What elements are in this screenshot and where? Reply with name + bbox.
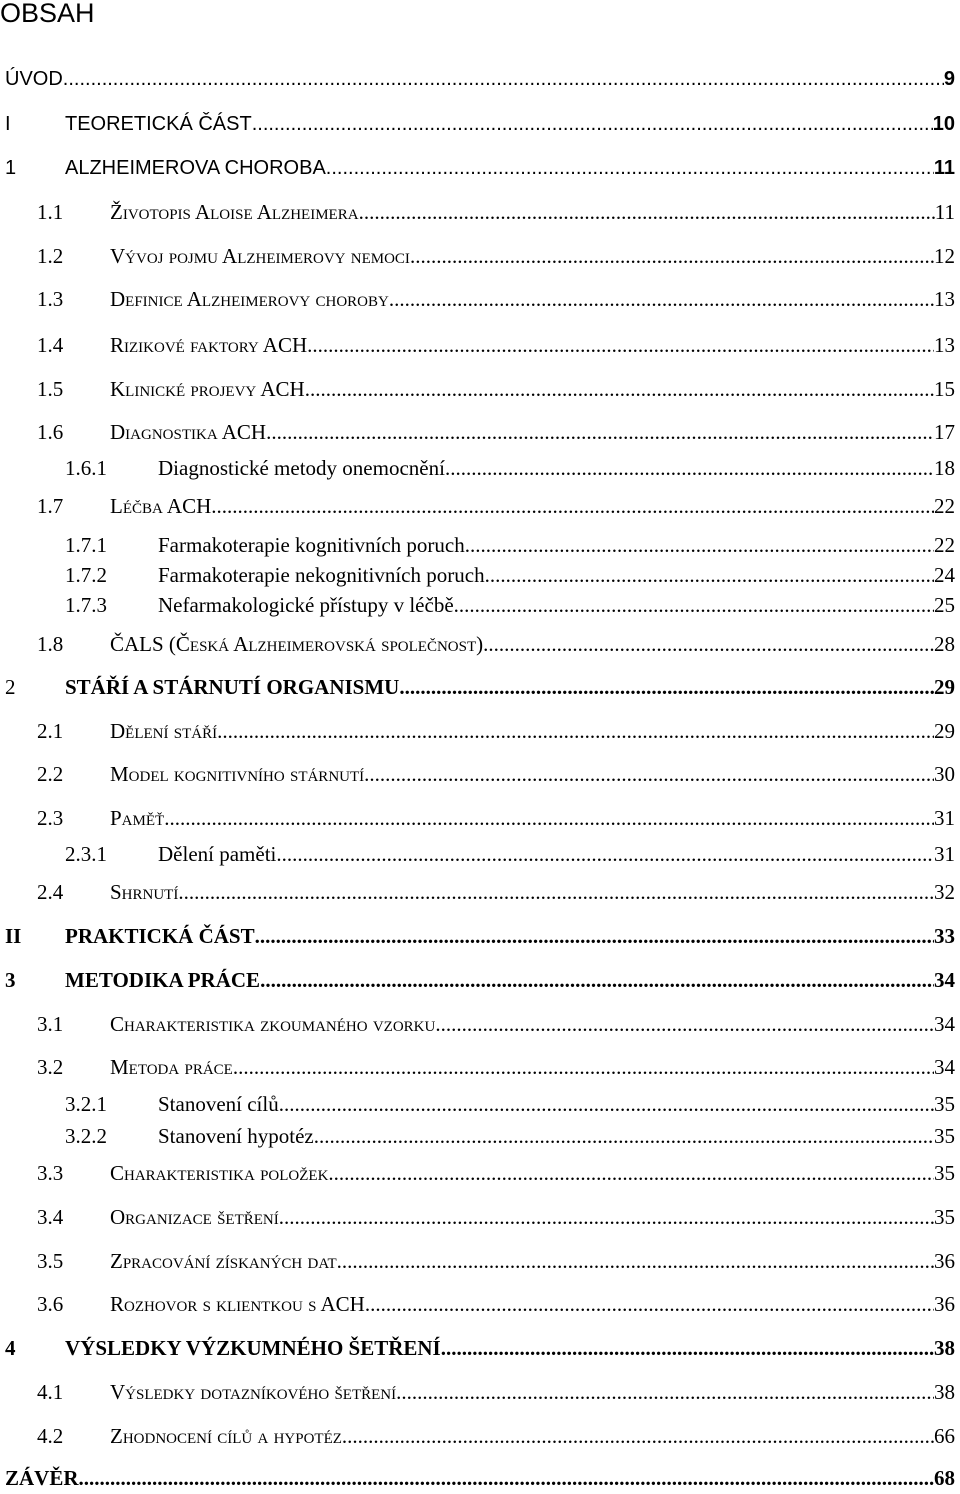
toc-leader-dots — [396, 1380, 934, 1405]
page-title: OBSAH — [0, 0, 95, 28]
toc-entry-page: 31 — [934, 842, 955, 866]
toc-leader-dots — [364, 762, 934, 787]
toc-entry-page: 35 — [934, 1124, 955, 1148]
toc-entry-3-5[interactable] — [37, 1249, 955, 1275]
toc-entry-page: 31 — [934, 806, 955, 830]
toc-entry-page: 68 — [934, 1466, 955, 1490]
toc-entry-chapter-1[interactable] — [5, 157, 955, 183]
toc-leader-dots — [233, 1055, 934, 1080]
toc-entry-chapter-3[interactable] — [5, 968, 955, 994]
toc-leader-dots — [307, 333, 934, 358]
toc-leader-dots — [305, 377, 934, 402]
toc-leader-dots — [279, 1205, 934, 1230]
toc-leader-dots — [454, 593, 934, 618]
toc-entry-title: Rizikové faktory ACH — [110, 333, 308, 357]
toc-entry-number: 1.3 — [37, 287, 64, 311]
toc-leader-dots — [435, 1012, 934, 1037]
toc-entry-number: 3.5 — [37, 1249, 64, 1273]
toc-leader-dots — [260, 968, 934, 993]
toc-entry-page: 34 — [934, 968, 955, 992]
toc-entry-title: Zpracování získaných dat — [110, 1249, 337, 1273]
toc-entry-title: Stanovení hypotéz — [158, 1124, 314, 1148]
toc-leader-dots — [279, 1092, 934, 1117]
toc-entry-number: 1.7.2 — [65, 563, 107, 587]
toc-entry-title: Metoda práce — [110, 1055, 233, 1079]
toc-entry-page: 29 — [934, 719, 955, 743]
toc-entry-title: Organizace šetření — [110, 1205, 279, 1229]
toc-entry-2-3-1[interactable] — [65, 842, 955, 868]
toc-leader-dots — [217, 719, 934, 744]
toc-entry-number: 1.1 — [37, 200, 64, 224]
toc-leader-dots — [252, 113, 933, 136]
toc-entry-title: METODIKA PRÁCE — [65, 968, 261, 992]
toc-entry-title: VÝSLEDKY VÝZKUMNÉHO ŠETŘENÍ — [65, 1336, 441, 1360]
toc-entry-number: 1.6.1 — [65, 456, 107, 480]
toc-entry-title: Definice Alzheimerovy choroby — [110, 287, 389, 311]
toc-leader-dots — [79, 1466, 934, 1491]
toc-entry-page: 33 — [934, 924, 955, 948]
toc-entry-title: ÚVOD — [5, 68, 63, 90]
toc-entry-4-2[interactable] — [37, 1424, 955, 1450]
toc-entry-page: 22 — [934, 533, 955, 557]
toc-entry-number: 2 — [5, 675, 16, 699]
toc-entry-3-3[interactable] — [37, 1161, 955, 1187]
toc-entry-2-1[interactable] — [37, 719, 955, 745]
toc-entry-3-2-2[interactable] — [65, 1124, 955, 1150]
toc-leader-dots — [389, 287, 934, 312]
toc-entry-1-8[interactable] — [37, 632, 955, 658]
toc-entry-1-6-1[interactable] — [65, 456, 955, 482]
toc-entry-page: 17 — [934, 420, 955, 444]
toc-entry-2-2[interactable] — [37, 762, 955, 788]
toc-entry-number: 3.2 — [37, 1055, 64, 1079]
toc-entry-number: 2.1 — [37, 719, 64, 743]
toc-entry-page: 36 — [934, 1249, 955, 1273]
toc-entry-number: 4.2 — [37, 1424, 64, 1448]
toc-entry-zaver[interactable] — [5, 1466, 955, 1492]
toc-entry-page: 30 — [934, 762, 955, 786]
toc-entry-number: 3.3 — [37, 1161, 64, 1185]
toc-entry-page: 29 — [934, 675, 955, 699]
toc-entry-chapter-2[interactable] — [5, 675, 955, 701]
toc-entry-number: I — [5, 113, 11, 135]
toc-entry-title: Farmakoterapie nekognitivních poruch — [158, 563, 485, 587]
toc-entry-title: Stanovení cílů — [158, 1092, 279, 1116]
toc-entry-1-4[interactable] — [37, 333, 955, 359]
toc-entry-page: 9 — [943, 68, 955, 90]
toc-entry-chapter-4[interactable] — [5, 1336, 955, 1362]
toc-entry-title: Shrnutí — [110, 880, 179, 904]
toc-entry-number: 2.4 — [37, 880, 64, 904]
toc-leader-dots — [178, 880, 934, 905]
toc-entry-page: 66 — [934, 1424, 955, 1448]
toc-entry-number: 1 — [5, 157, 17, 179]
toc-entry-title: Léčba ACH — [110, 494, 212, 518]
toc-entry-2-4[interactable] — [37, 880, 955, 906]
toc-entry-page: 12 — [934, 244, 955, 268]
toc-leader-dots — [164, 806, 934, 831]
toc-entry-page: 34 — [934, 1012, 955, 1036]
toc-entry-number: 3 — [5, 968, 16, 992]
toc-entry-page: 22 — [934, 494, 955, 518]
toc-entry-page: 34 — [934, 1055, 955, 1079]
toc-entry-page: 18 — [934, 456, 955, 480]
toc-entry-title: STÁŘÍ A STÁRNUTÍ ORGANISMU — [65, 675, 400, 699]
toc-entry-number: 1.8 — [37, 632, 64, 656]
toc-leader-dots — [359, 200, 935, 225]
toc-entry-number: 1.6 — [37, 420, 64, 444]
toc-entry-title: Vývoj pojmu Alzheimerovy nemoci — [110, 244, 410, 268]
toc-leader-dots — [337, 1249, 934, 1274]
toc-entry-page: 36 — [934, 1292, 955, 1316]
toc-entry-page: 11 — [934, 200, 955, 224]
toc-leader-dots — [255, 924, 934, 949]
toc-entry-number: 4.1 — [37, 1380, 64, 1404]
toc-entry-page: 35 — [934, 1092, 955, 1116]
toc-entry-3-4[interactable] — [37, 1205, 955, 1231]
toc-entry-title: Model kognitivního stárnutí — [110, 762, 365, 786]
toc-entry-title: Rozhovor s klientkou s ACH — [110, 1292, 365, 1316]
toc-entry-1-7-1[interactable] — [65, 533, 955, 559]
toc-entry-page: 24 — [934, 563, 955, 587]
toc-leader-dots — [365, 1292, 934, 1317]
toc-entry-page: 35 — [934, 1161, 955, 1185]
toc-entry-1-7[interactable] — [37, 494, 955, 520]
toc-entry-title: PRAKTICKÁ ČÁST — [65, 924, 255, 948]
toc-entry-1-3[interactable] — [37, 287, 955, 313]
toc-leader-dots — [276, 842, 934, 867]
toc-entry-title: Výsledky dotazníkového šetření — [110, 1380, 397, 1404]
toc-entry-title: Paměť — [110, 806, 165, 830]
toc-entry-number: 2.3.1 — [65, 842, 107, 866]
toc-entry-title: Dělení paměti — [158, 842, 277, 866]
toc-entry-page: 25 — [934, 593, 955, 617]
toc-entry-number: 3.4 — [37, 1205, 64, 1229]
toc-entry-page: 35 — [934, 1205, 955, 1229]
toc-entry-title: Farmakoterapie kognitivních poruch — [158, 533, 465, 557]
toc-entry-1-2[interactable] — [37, 244, 955, 270]
toc-leader-dots — [445, 456, 934, 481]
toc-entry-number: 2.3 — [37, 806, 64, 830]
toc-leader-dots — [485, 563, 934, 588]
toc-entry-1-7-2[interactable] — [65, 563, 955, 589]
toc-entry-title: Zhodnocení cílů a hypotéz — [110, 1424, 342, 1448]
toc-entry-uvod[interactable] — [5, 68, 955, 94]
toc-entry-number: 2.2 — [37, 762, 64, 786]
toc-entry-title: Charakteristika položek — [110, 1161, 329, 1185]
toc-leader-dots — [342, 1424, 934, 1449]
toc-leader-dots — [441, 1336, 934, 1361]
toc-entry-page: 11 — [933, 157, 955, 179]
toc-entry-page: 38 — [934, 1336, 955, 1360]
toc-entry-title: Dělení stáří — [110, 719, 218, 743]
toc-entry-1-1[interactable] — [37, 200, 955, 226]
toc-entry-title: Klinické projevy ACH — [110, 377, 305, 401]
toc-entry-number: II — [5, 924, 22, 948]
toc-leader-dots — [483, 632, 934, 657]
toc-leader-dots — [328, 1161, 934, 1186]
toc-entry-part-1[interactable] — [5, 113, 955, 139]
toc-entry-number: 1.7 — [37, 494, 64, 518]
toc-leader-dots — [211, 494, 934, 519]
toc-entry-number: 1.5 — [37, 377, 64, 401]
toc-leader-dots — [266, 420, 934, 445]
toc-entry-part-2[interactable] — [5, 924, 955, 950]
toc-entry-number: 1.7.3 — [65, 593, 107, 617]
toc-entry-page: 13 — [934, 333, 955, 357]
toc-entry-title: Nefarmakologické přístupy v léčbě — [158, 593, 454, 617]
toc-entry-title: ČALS (Česká Alzheimerovská společnost) — [110, 632, 484, 656]
toc-entry-1-5[interactable] — [37, 377, 955, 403]
toc-entry-number: 3.6 — [37, 1292, 64, 1316]
toc-leader-dots — [63, 68, 944, 91]
toc-entry-title: Životopis Aloise Alzheimera — [110, 200, 359, 224]
toc-leader-dots — [410, 244, 934, 269]
toc-entry-1-6[interactable] — [37, 420, 955, 446]
toc-entry-4-1[interactable] — [37, 1380, 955, 1406]
toc-entry-page: 15 — [934, 377, 955, 401]
toc-entry-title: Diagnostické metody onemocnění — [158, 456, 445, 480]
toc-entry-title: ZÁVĚR — [5, 1466, 79, 1490]
toc-entry-3-2[interactable] — [37, 1055, 955, 1081]
toc-entry-page: 38 — [934, 1380, 955, 1404]
toc-entry-title: ALZHEIMEROVA CHOROBA — [65, 157, 326, 179]
toc-entry-page: 13 — [934, 287, 955, 311]
toc-leader-dots — [314, 1124, 934, 1149]
toc-entry-1-7-3[interactable] — [65, 593, 955, 619]
toc-entry-page: 32 — [934, 880, 955, 904]
toc-entry-3-1[interactable] — [37, 1012, 955, 1038]
toc-entry-number: 3.1 — [37, 1012, 64, 1036]
toc-entry-page: 28 — [934, 632, 955, 656]
toc-entry-3-2-1[interactable] — [65, 1092, 955, 1118]
toc-entry-title: Diagnostika ACH — [110, 420, 267, 444]
toc-entry-2-3[interactable] — [37, 806, 955, 832]
toc-entry-page: 10 — [932, 113, 955, 135]
toc-entry-title: TEORETICKÁ ČÁST — [65, 113, 252, 135]
toc-entry-title: Charakteristika zkoumaného vzorku — [110, 1012, 436, 1036]
toc-entry-number: 4 — [5, 1336, 16, 1360]
toc-entry-number: 1.4 — [37, 333, 64, 357]
toc-leader-dots — [465, 533, 934, 558]
toc-entry-3-6[interactable] — [37, 1292, 955, 1318]
toc-entry-number: 3.2.2 — [65, 1124, 107, 1148]
toc-entry-number: 1.2 — [37, 244, 64, 268]
toc-entry-number: 1.7.1 — [65, 533, 107, 557]
toc-leader-dots — [326, 157, 934, 180]
toc-entry-number: 3.2.1 — [65, 1092, 107, 1116]
toc-leader-dots — [399, 675, 934, 700]
